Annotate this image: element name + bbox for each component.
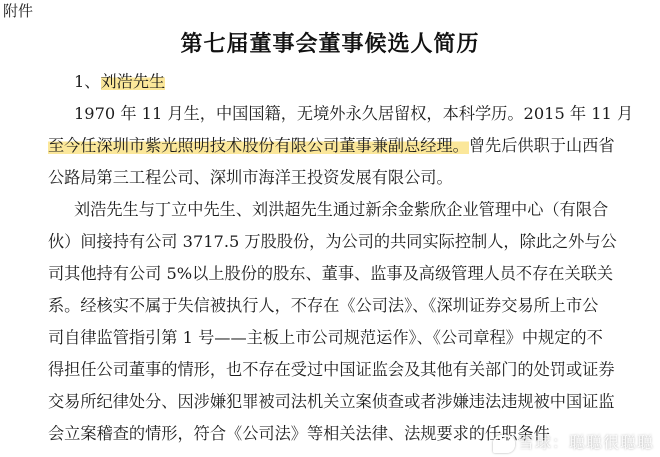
para2-line: 刘浩先生与丁立中先生、刘洪超先生通过新余金紫欣企业管理中心（有限合 xyxy=(74,200,609,219)
highlighted-position: 至今任深圳市紫光照明技术股份有限公司董事兼副总经理。 xyxy=(48,136,469,155)
candidate-name: 刘浩先生 xyxy=(100,72,166,91)
para2-line: 会立案稽查的情形，符合《公司法》等相关法律、法规要求的任职条件 xyxy=(48,424,550,443)
para1-line2-rest: 曾先后供职于山西省 xyxy=(468,136,615,155)
para2-line: 司其他持有公司 5%以上股份的股东、董事、监事及高级管理人员不存在关联关 xyxy=(48,264,614,283)
watermark-text: 雪球：聪聪很聪聪 xyxy=(517,433,654,452)
para2-line: 伙）间接持有公司 3717.5 万股股份，为公司的共同实际控制人，除此之外与公 xyxy=(48,232,617,251)
attachment-label: 附件 xyxy=(3,2,34,20)
candidate-heading xyxy=(74,72,165,92)
para1-line3: 公路局第三工程公司、深圳市海洋王投资发展有限公司。 xyxy=(48,168,453,187)
para1-line2 xyxy=(48,136,615,156)
snowball-logo-icon xyxy=(493,435,515,453)
page-title: 第七届董事会董事候选人简历 xyxy=(180,32,480,57)
para1-line1: 1970 年 11 月生，中国国籍，无境外永久居留权，本科学历。2015 年 11 月 xyxy=(74,104,634,123)
watermark xyxy=(493,430,654,453)
para2-line: 系。经核实不属于失信被执行人，不存在《公司法》、《深圳证券交易所上市公 xyxy=(48,296,599,315)
para2-line: 得担任公司董事的情形，也不存在受过中国证监会及其他有关部门的处罚或证券 xyxy=(48,360,615,379)
para2-line: 司自律监管指引第 1 号——主板上市公司规范运作》、《公司章程》中规定的不 xyxy=(48,328,603,347)
candidate-number: 1、 xyxy=(74,72,101,91)
para2-line: 交易所纪律处分、因涉嫌犯罪被司法机关立案侦查或者涉嫌违法违规被中国证监 xyxy=(48,392,615,411)
